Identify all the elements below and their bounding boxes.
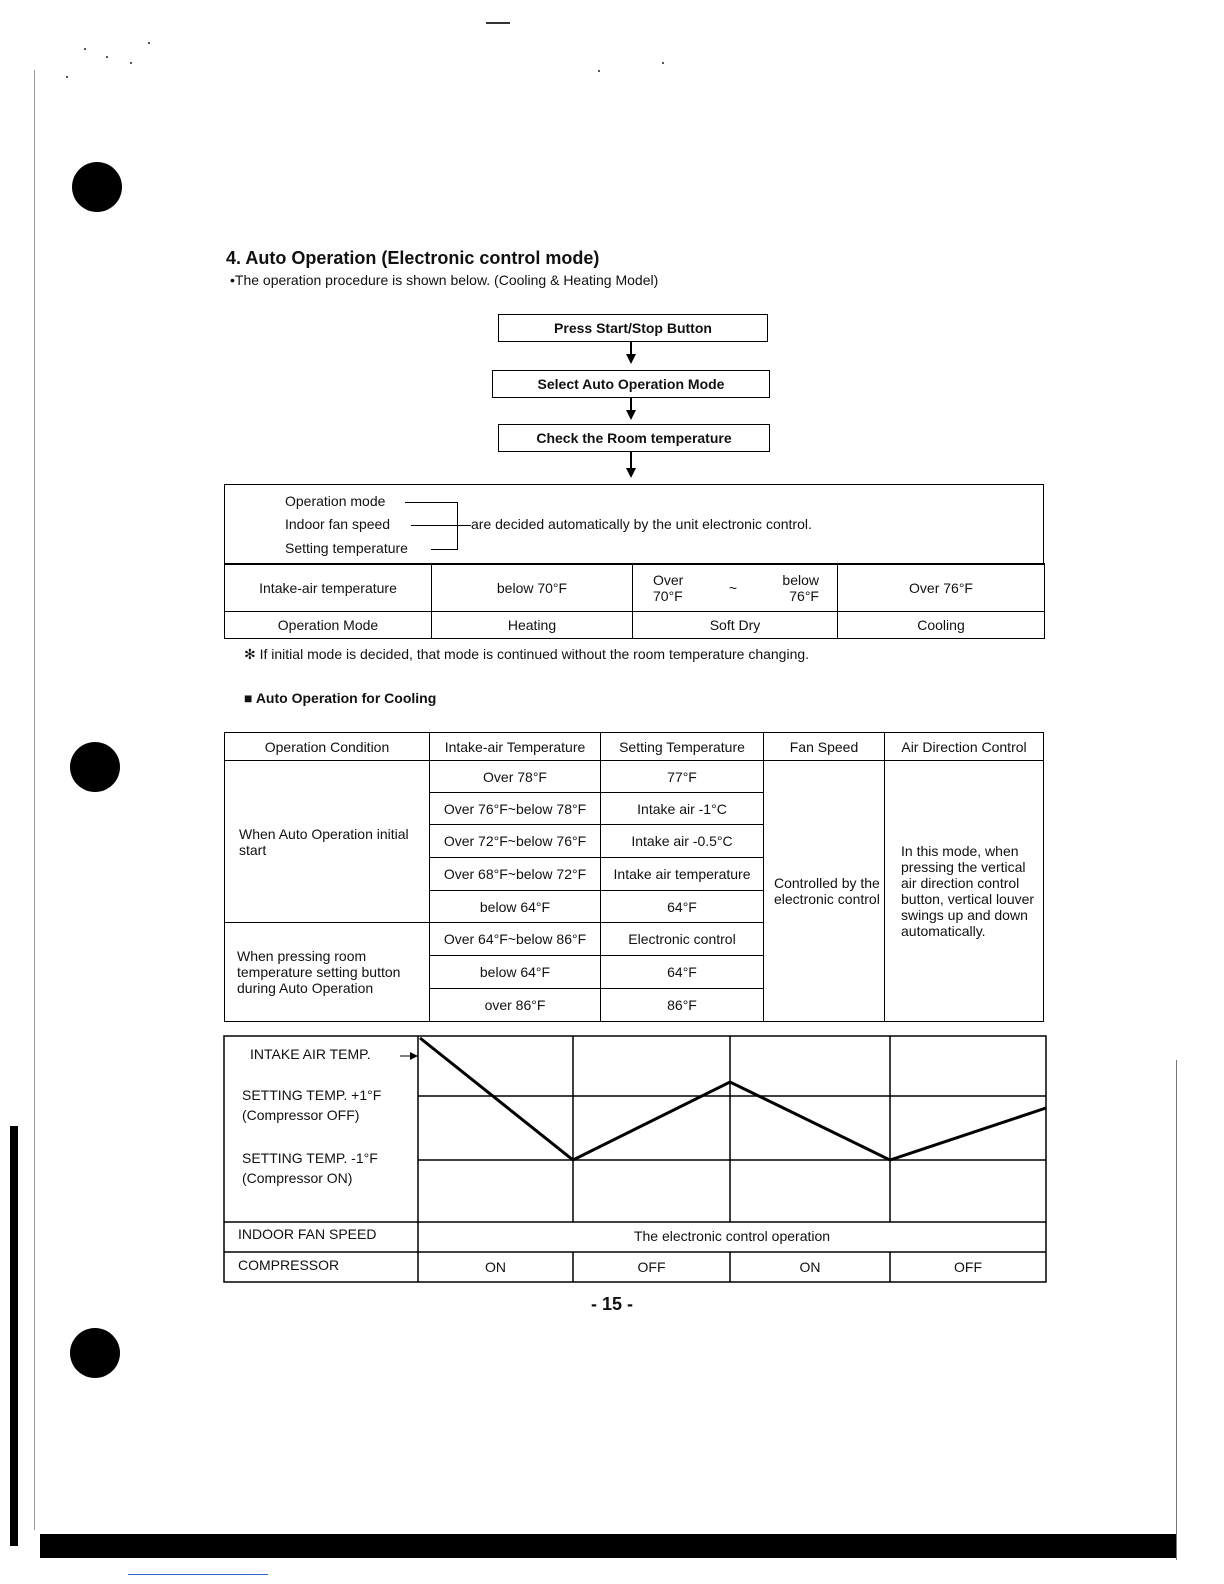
auto-decision-box [224,484,1044,565]
mode-cell-range [633,564,838,612]
mode-note: ✻ If initial mode is decided, that mode is continued without the room temperature changing. [244,646,810,662]
intake-temp-curve [420,1038,1046,1160]
bracket-line [411,525,457,526]
table-cell: Over 72°F~below 76°F [430,825,601,858]
col-header: Operation Condition [225,733,430,761]
flow-step-check-room: Check the Room temperature [498,424,770,452]
col-header: Air Direction Control [885,733,1044,761]
range-low: Over 70°F [653,571,684,604]
diagram-label-set-plus: SETTING TEMP. +1°F [242,1087,382,1103]
compressor-state: OFF [637,1259,666,1275]
col-header: Setting Temperature [601,733,764,761]
speck [84,48,86,50]
fan-speed-label: INDOOR FAN SPEED [238,1226,377,1242]
speck [662,62,664,64]
table-cell: below 64°F [430,956,601,989]
cooling-table [224,732,1044,1022]
table-cell: 64°F [601,956,764,989]
condition-pressing: When pressing room temperature setting button during Auto Operation [225,923,430,1022]
binder-hole-bottom [70,1328,120,1378]
speck [598,70,600,72]
flow-step-select-mode: Select Auto Operation Mode [492,370,770,398]
table-cell: Intake air -0.5°C [601,825,764,858]
table-cell: 64°F [601,891,764,923]
condition-initial: When Auto Operation initial start [225,761,430,923]
col-header: Intake-air Temperature [430,733,601,761]
range-high: below 76°F [782,571,819,604]
table-cell: 77°F [601,761,764,793]
mode-cell: Heating [432,612,633,639]
fan-speed-cell: Controlled by the electronic control [764,761,885,1022]
table-cell: Intake air temperature [601,858,764,891]
flow-arrow [630,342,632,354]
table-cell: Intake air -1°C [601,793,764,825]
speck [130,62,132,64]
compressor-state: OFF [954,1259,982,1275]
diagram-label-set-minus: SETTING TEMP. -1°F [242,1150,378,1166]
binder-hole-top [72,162,122,212]
mode-cell: below 70°F [432,564,633,612]
flow-arrowhead [626,468,636,478]
table-cell: Over 68°F~below 72°F [430,858,601,891]
decide-item-fan: Indoor fan speed [285,516,391,532]
diagram-label-intake: INTAKE AIR TEMP. [250,1046,371,1062]
section-subtitle: •The operation procedure is shown below. (Cooling & Heating Model) [230,272,659,288]
compressor-state: ON [799,1259,821,1275]
page-number: - 15 - [590,1294,633,1314]
table-cell: below 64°F [430,891,601,923]
mode-table [224,563,1045,639]
table-cell: Electronic control [601,923,764,956]
binder-hole-middle [70,742,120,792]
diagram-label-comp-on: (Compressor ON) [242,1170,353,1186]
air-direction-cell: In this mode, when pressing the vertical air direction control button, vertical louver swings up and down automatically. [885,761,1044,1022]
flow-step-start-stop: Press Start/Stop Button [498,314,768,342]
cooling-section-title: ■ Auto Operation for Cooling [244,690,437,706]
mode-row-label: Operation Mode [225,612,432,639]
flow-arrowhead [626,410,636,420]
decide-text: are decided automatically by the unit electronic control. [471,516,812,532]
fan-speed-value: The electronic control operation [633,1228,831,1244]
flow-arrow [630,452,632,468]
bracket-line [457,525,471,526]
decide-item-mode: Operation mode [285,493,386,509]
bracket-line [405,502,457,503]
bottom-link-line [128,1574,268,1575]
speck [148,42,150,44]
range-tilde: ~ [728,579,738,596]
table-cell: 86°F [601,989,764,1022]
decide-item-temp: Setting temperature [285,540,408,556]
compressor-state: ON [485,1259,506,1275]
diagram-label-comp-off: (Compressor OFF) [242,1107,360,1123]
flow-arrow [630,398,632,410]
bottom-bar [40,1534,1176,1558]
left-edge-shadow [10,1126,18,1546]
speck [66,76,68,78]
table-cell: Over 78°F [430,761,601,793]
mode-cell: Over 76°F [838,564,1045,612]
table-cell: Over 76°F~below 78°F [430,793,601,825]
bracket-line [431,549,457,550]
mode-row-label: Intake-air temperature [225,564,432,612]
mode-cell: Cooling [838,612,1045,639]
speck [106,56,108,58]
top-mark [486,22,510,24]
mode-cell: Soft Dry [633,612,838,639]
col-header: Fan Speed [764,733,885,761]
bracket-line [457,502,458,550]
flow-arrowhead [626,354,636,364]
section-heading: 4. Auto Operation (Electronic control mode) [226,248,600,268]
compressor-label: COMPRESSOR [238,1257,340,1273]
table-cell: Over 64°F~below 86°F [430,923,601,956]
table-cell: over 86°F [430,989,601,1022]
intake-pointer-head [410,1052,418,1060]
